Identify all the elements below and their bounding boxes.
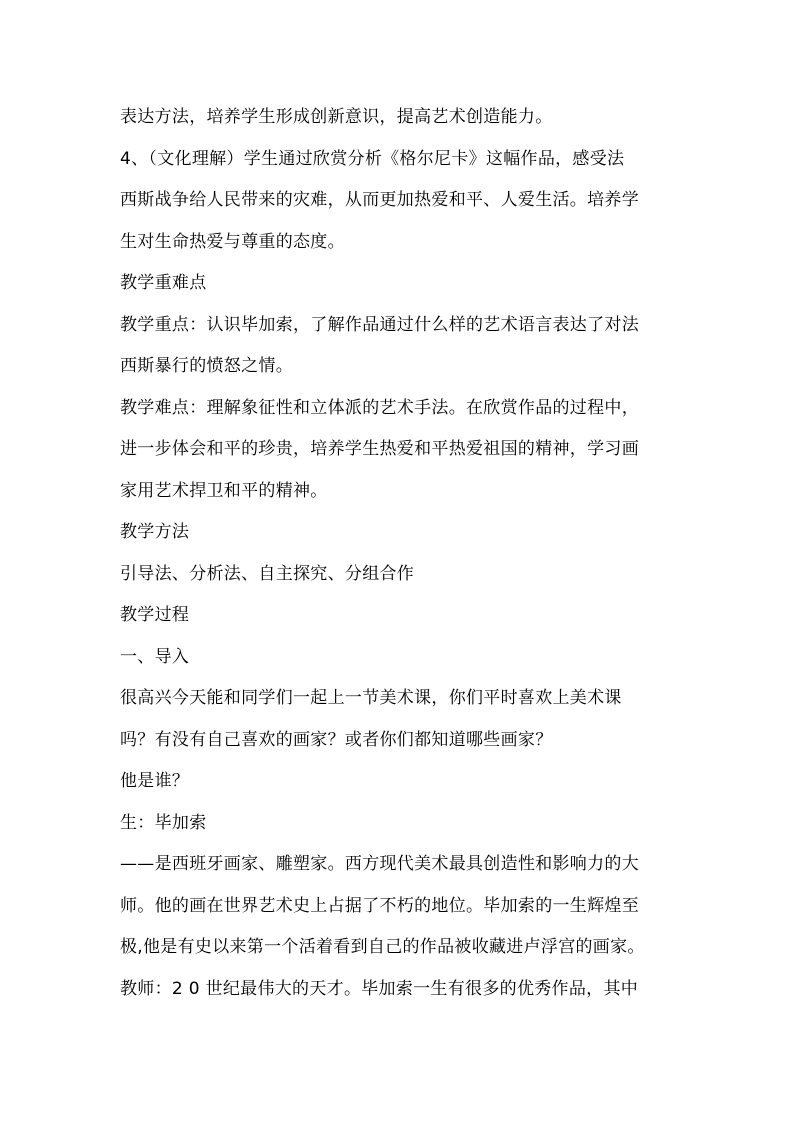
text-line: 教师：2 0 世纪最伟大的天才。毕加索一生有很多的优秀作品，其中 bbox=[120, 979, 639, 999]
text-line: 生对生命热爱与尊重的态度。 bbox=[120, 232, 345, 252]
text-line: 生：毕加索 bbox=[120, 813, 207, 833]
text-line: 教学难点：理解象征性和立体派的艺术手法。在欣赏作品的过程中， bbox=[120, 398, 639, 418]
text-line: 西斯战争给人民带来的灾难，从而更加热爱和平、人爱生活。培养学 bbox=[120, 190, 639, 210]
text-line: 进一步体会和平的珍贵，培养学生热爱和平热爱祖国的精神，学习画 bbox=[120, 439, 639, 459]
text-line: 很高兴今天能和同学们一起上一节美术课，你们平时喜欢上美术课 bbox=[120, 688, 622, 708]
text-line: 表达方法，培养学生形成创新意识，提高艺术创造能力。 bbox=[120, 107, 553, 127]
text-line: 西斯暴行的愤怒之情。 bbox=[120, 356, 293, 376]
section-heading: 教学重难点 bbox=[120, 273, 207, 293]
text-line: 引导法、分析法、自主探究、分组合作 bbox=[120, 564, 415, 584]
text-line: 师。他的画在世界艺术史上占据了不朽的地位。毕加索的一生辉煌至 bbox=[120, 896, 639, 916]
text-line: 教学重点：认识毕加索，了解作品通过什么样的艺术语言表达了对法 bbox=[120, 315, 639, 335]
text-line: 他是谁？ bbox=[120, 771, 190, 791]
section-heading: 教学方法 bbox=[120, 522, 190, 542]
text-line: 家用艺术捍卫和平的精神。 bbox=[120, 481, 328, 501]
section-heading: 一、导入 bbox=[120, 647, 190, 667]
section-heading: 教学过程 bbox=[120, 605, 190, 625]
text-line: 极,他是有史以来第一个活着看到自己的作品被收藏进卢浮宫的画家。 bbox=[120, 937, 645, 957]
text-line: 吗？有没有自己喜欢的画家？或者你们都知道哪些画家？ bbox=[120, 730, 553, 750]
text-line: ——是西班牙画家、雕塑家。西方现代美术最具创造性和影响力的大 bbox=[120, 854, 639, 874]
text-line: 4、（文化理解）学生通过欣赏分析《格尔尼卡》这幅作品，感受法 bbox=[120, 149, 625, 169]
